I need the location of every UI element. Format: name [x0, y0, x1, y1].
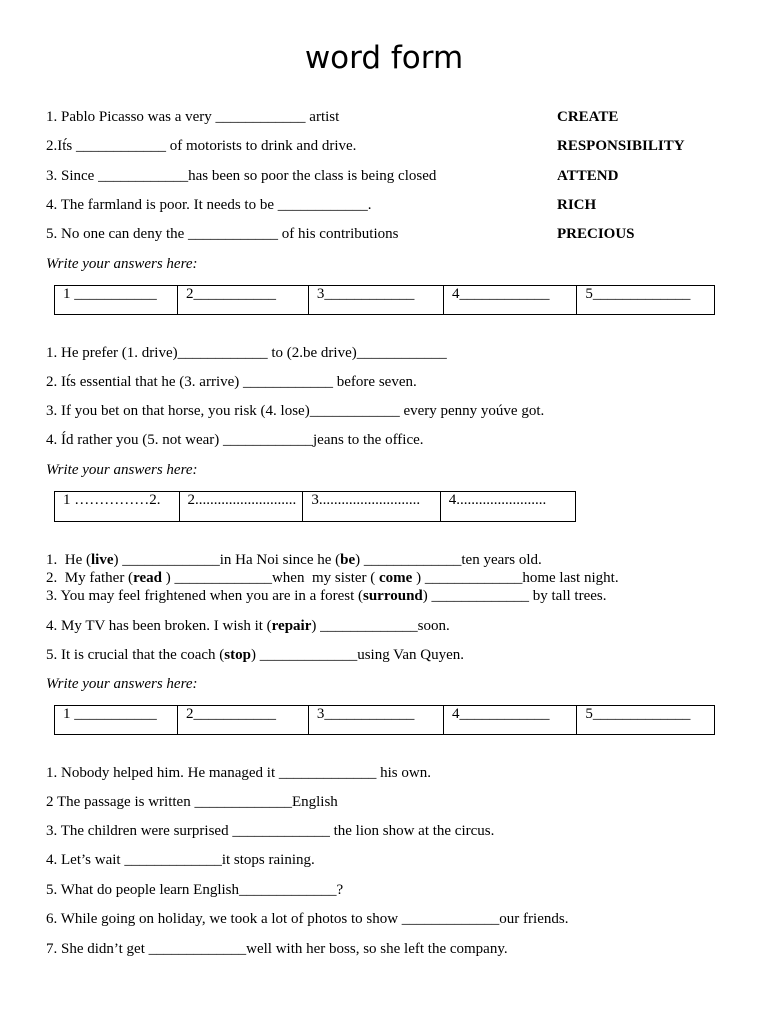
question-line: 2. My father (read ) _____________when my sister ( come ) _____________home last night. [46, 570, 619, 586]
question-line: 1. He prefer (1. drive)____________ to (2.be drive)____________ [46, 345, 447, 361]
keyword: ATTEND [557, 168, 619, 184]
answer-cell[interactable]: 3____________ [308, 706, 443, 735]
answer-cell[interactable]: 2........................... [179, 492, 303, 522]
keyword: RICH [557, 197, 597, 213]
question-line: 4. The farmland is poor. It needs to be ____________. [46, 197, 372, 213]
question-line: 5. It is crucial that the coach (stop) _____________using Van Quyen. [46, 647, 464, 663]
answer-cell[interactable]: 1 ……………2. [55, 492, 180, 522]
answer-table [54, 491, 576, 522]
question-line: 4. My TV has been broken. I wish it (repair) _____________soon. [46, 618, 450, 634]
question-line: 7. She didn’t get _____________well with her boss, so she left the company. [46, 941, 508, 957]
answer-instruction: Write your answers here: [46, 256, 198, 272]
question-line: 3. The children were surprised _____________ the lion show at the circus. [46, 823, 495, 839]
question-line: 2 The passage is written _____________English [46, 794, 338, 810]
answer-table [54, 285, 715, 315]
question-line: 4. Let’s wait _____________it stops raining. [46, 852, 315, 868]
answer-cell[interactable]: 3____________ [308, 286, 443, 315]
question-line: 5. What do people learn English_____________? [46, 882, 344, 898]
question-line: 3. You may feel frightened when you are in a forest (surround) _____________ by tall trees. [46, 588, 607, 604]
keyword: PRECIOUS [557, 226, 635, 242]
answer-cell[interactable]: 4____________ [443, 286, 576, 315]
answer-cell[interactable]: 2___________ [177, 286, 308, 315]
answer-instruction: Write your answers here: [46, 676, 198, 692]
keyword: RESPONSIBILITY [557, 138, 685, 154]
answer-cell[interactable]: 5_____________ [577, 706, 715, 735]
answer-cell[interactable]: 1 ___________ [55, 286, 178, 315]
answer-cell[interactable]: 4........................ [440, 492, 575, 522]
question-line: 1. Pablo Picasso was a very ____________ artist [46, 109, 340, 125]
question-line: 5. No one can deny the ____________ of his contributions [46, 226, 399, 242]
question-line: 2. It́s essential that he (3. arrive) ____________ before seven. [46, 374, 417, 390]
answer-cell[interactable]: 3........................... [303, 492, 440, 522]
answer-cell[interactable]: 5_____________ [577, 286, 715, 315]
question-line: 4. Íd rather you (5. not wear) ____________jeans to the office. [46, 432, 424, 448]
question-line: 1. Nobody helped him. He managed it _____________ his own. [46, 765, 431, 781]
answer-instruction: Write your answers here: [46, 462, 198, 478]
answer-cell[interactable]: 4____________ [443, 706, 576, 735]
question-line: 3. If you bet on that horse, you risk (4. lose)____________ every penny yoúve got. [46, 403, 545, 419]
answer-cell[interactable]: 1 ___________ [55, 706, 178, 735]
answer-table [54, 705, 715, 735]
answer-cell[interactable]: 2___________ [177, 706, 308, 735]
question-line: 2.It́s ____________ of motorists to drink and drive. [46, 138, 357, 154]
question-line: 3. Since ____________has been so poor the class is being closed [46, 168, 437, 184]
keyword: CREATE [557, 109, 619, 125]
page-title: word form [304, 40, 464, 76]
question-line: 1. He (live) _____________in Ha Noi since he (be) _____________ten years old. [46, 552, 542, 568]
question-line: 6. While going on holiday, we took a lot of photos to show _____________our friends. [46, 911, 569, 927]
